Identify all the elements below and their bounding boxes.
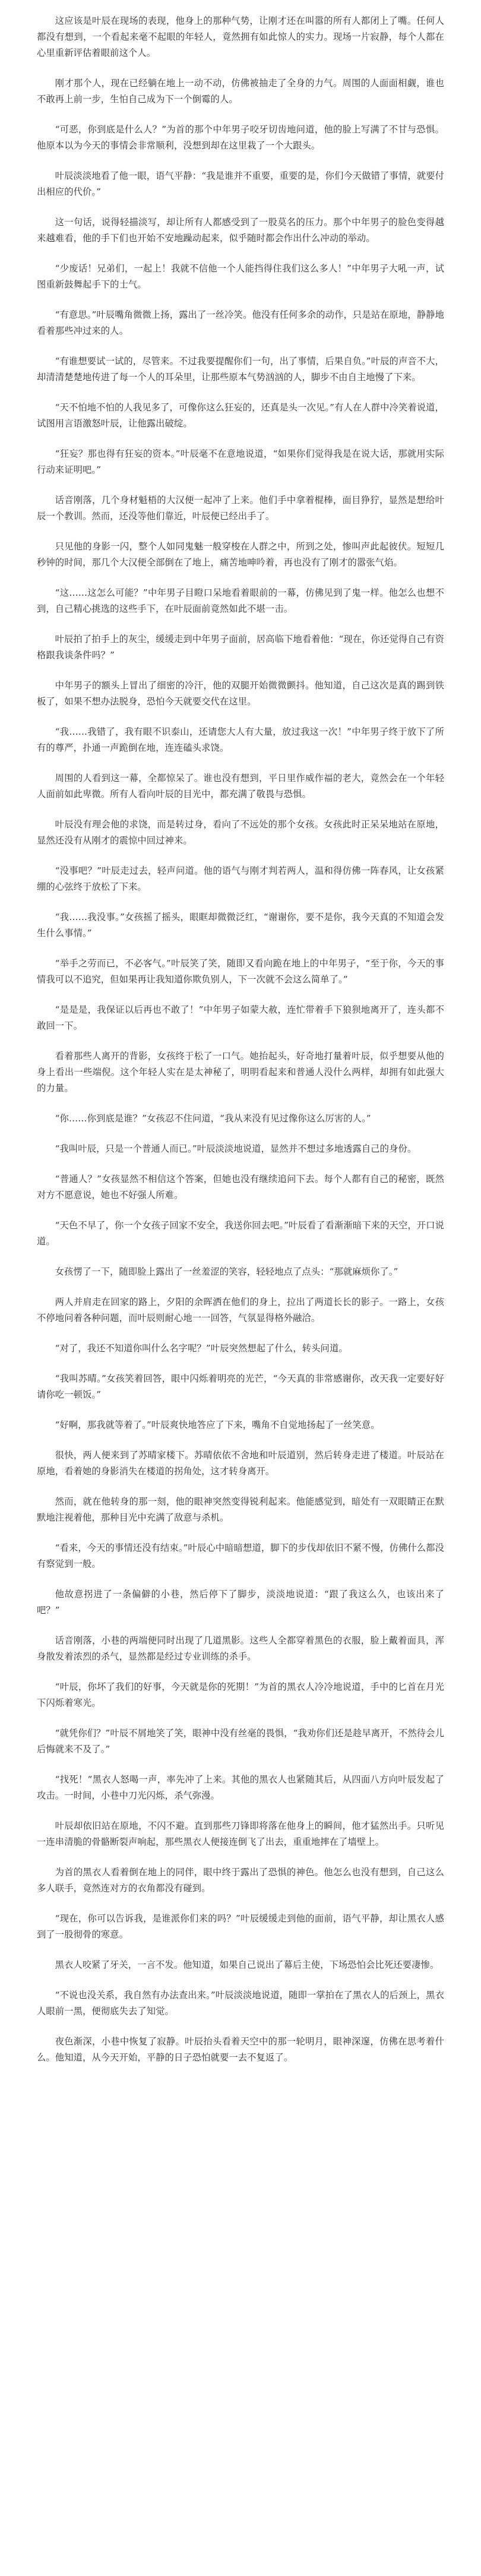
article-paragraph: 女孩愣了一下，随即脸上露出了一丝羞涩的笑容，轻轻地点了点头：“那就麻烦你了。” [55,1266,398,1277]
article-body [37,13,444,2066]
article-paragraph: 看着那些人离开的背影，女孩终于松了一口气。她抬起头，好奇地打量着叶辰，似乎想要从他的身上看出一些端倪。这个年轻人实在是太神秘了，明明看起来和普通人没什么两样，却拥有如此强大的力量。 [37,1051,444,1093]
article-paragraph: 周围的人看到这一幕，全都惊呆了。谁也没有想到，平日里作威作福的老大，竟然会在一个年轻人面前如此卑微。所有人看向叶辰的目光中，都充满了敬畏与恐惧。 [37,773,444,799]
article-paragraph: “我叫叶辰，只是一个普通人而已。”叶辰淡淡地说道，显然并不想过多地透露自己的身份。 [55,1143,417,1154]
article-paragraph: “狂妄？那也得有狂妄的资本。”叶辰毫不在意地说道，“如果你们觉得我是在说大话，那就用实际行动来证明吧。” [37,448,444,475]
article-paragraph: “普通人？”女孩显然不相信这个答案，但她也没有继续追问下去。每个人都有自己的秘密，既然对方不愿意说，她也不好强人所难。 [37,1174,444,1200]
article-paragraph: 叶辰却依旧站在原地，不闪不避。直到那些刀锋即将落在他身上的瞬间，他才猛然出手。只听见一连串清脆的骨骼断裂声响起，那些黑衣人便接连倒飞了出去，重重地摔在了墙壁上。 [37,1820,444,1847]
article-paragraph: “这……这怎么可能？”中年男子目瞪口呆地看着眼前的一幕，仿佛见到了鬼一样。他怎么也想不到，自己精心挑选的这些手下，在叶辰面前竟然如此不堪一击。 [37,587,444,614]
article-paragraph: 刚才那个人，现在已经躺在地上一动不动，仿佛被抽走了全身的力气。周围的人面面相觑，谁也不敢再上前一步，生怕自己成为下一个倒霉的人。 [37,78,444,105]
article-paragraph: “对了，我还不知道你叫什么名字呢？”叶辰突然想起了什么，转头问道。 [55,1343,348,1354]
article-paragraph: 黑衣人咬紧了牙关，一言不发。他知道，如果自己说出了幕后主使，下场恐怕会比死还要凄惨。 [55,1959,439,1970]
article-paragraph: “天不怕地不怕的人我见多了，可像你这么狂妄的，还真是头一次见。”有人在人群中冷笑着说道，试图用言语激怒叶辰，让他露出破绽。 [37,402,444,429]
article-paragraph: 叶辰拍了拍手上的灰尘，缓缓走到中年男子面前，居高临下地看着他：“现在，你还觉得自己有资格跟我谈条件吗？” [37,634,444,660]
article-paragraph: “看来，今天的事情还没有结束。”叶辰心中暗暗想道，脚下的步伐却依旧不紧不慢，仿佛什么都没有察觉到一般。 [37,1543,444,1569]
article-paragraph: “叶辰，你坏了我们的好事，今天就是你的死期！”为首的黑衣人冷冷地说道，手中的匕首在月光下闪烁着寒光。 [37,1681,444,1708]
article-paragraph: “好啊，那我就等着了。”叶辰爽快地答应了下来，嘴角不自觉地扬起了一丝笑意。 [55,1420,380,1430]
article-paragraph: 两人并肩走在回家的路上，夕阳的余晖洒在他们的身上，拉出了两道长长的影子。一路上，女孩不停地问着各种问题，而叶辰则耐心地一一回答，气氛显得格外融洽。 [37,1297,444,1323]
article-paragraph: 这应该是叶辰在现场的表现，他身上的那种气势，让刚才还在叫嚣的所有人都闭上了嘴。任何人都没有想到，一个看起来毫不起眼的年轻人，竟然拥有如此惊人的实力。现场一片寂静，每个人都在心里重新评估着眼前这个人。 [37,15,444,58]
article-paragraph: 他故意拐进了一条偏僻的小巷，然后停下了脚步，淡淡地说道：“跟了我这么久，也该出来了吧？” [37,1589,444,1616]
article-paragraph: “找死！”黑衣人怒喝一声，率先冲了上来。其他的黑衣人也紧随其后，从四面八方向叶辰发起了攻击。一时间，小巷中刀光闪烁，杀气弥漫。 [37,1774,444,1801]
article-paragraph: “天色不早了，你一个女孩子回家不安全，我送你回去吧。”叶辰看了看渐渐暗下来的天空，开口说道。 [37,1220,444,1247]
article-paragraph: “举手之劳而已，不必客气。”叶辰笑了笑，随即又看向跪在地上的中年男子，“至于你，今天的事情我可以不追究，但如果再让我知道你欺负别人，下一次就不会这么简单了。” [37,958,444,985]
article-paragraph: “现在，你可以告诉我，是谁派你们来的吗？”叶辰缓缓走到他的面前，语气平静，却让黑衣人感到了一股彻骨的寒意。 [37,1913,444,1940]
article-paragraph: “我……我没事。”女孩摇了摇头，眼眶却微微泛红，“谢谢你，要不是你，我今天真的不知道会发生什么事情。” [37,912,444,938]
article-paragraph: “我……我错了，我有眼不识泰山，还请您大人有大量，放过我这一次！”中年男子终于放下了所有的尊严，扑通一声跪倒在地，连连磕头求饶。 [37,726,444,753]
article-paragraph: “就凭你们？”叶辰不屑地笑了笑，眼神中没有丝毫的畏惧，“我劝你们还是趁早离开，不然待会儿后悔就来不及了。” [37,1728,444,1755]
article-paragraph: “有意思。”叶辰嘴角微微上扬，露出了一丝冷笑。他没有任何多余的动作，只是站在原地，静静地看着那些冲过来的人。 [37,309,444,336]
article-paragraph: 话音刚落，小巷的两端便同时出现了几道黑影。这些人全都穿着黑色的衣服，脸上戴着面具，浑身散发着浓烈的杀气，显然都是经过专业训练的杀手。 [37,1635,444,1662]
article-paragraph: 话音刚落，几个身材魁梧的大汉便一起冲了上来。他们手中拿着棍棒，面目狰狞，显然是想给叶辰一个教训。然而，还没等他们靠近，叶辰便已经出手了。 [37,495,444,521]
article-paragraph: “不说也没关系，我自然有办法查出来。”叶辰淡淡地说道，随即一掌拍在了黑衣人的后颈上，黑衣人眼前一黑，便彻底失去了知觉。 [37,1990,444,2016]
article-paragraph: 这一句话，说得轻描淡写，却让所有人都感受到了一股莫名的压力。那个中年男子的脸色变得越来越难看，他的手下们也开始不安地躁动起来，似乎随时都会作出什么冲动的举动。 [37,217,444,244]
article-paragraph: “有谁想要试一试的，尽管来。不过我要提醒你们一句，出了事情，后果自负。”叶辰的声音不大，却清清楚楚地传进了每一个人的耳朵里，让那些原本气势汹汹的人，脚步不由自主地慢了下来。 [37,356,444,383]
article-paragraph: “可恶，你到底是什么人？”为首的那个中年男子咬牙切齿地问道，他的脸上写满了不甘与恐惧。他原本以为今天的事情会非常顺利，没想到却在这里栽了一个大跟头。 [37,124,444,151]
article-paragraph: 很快，两人便来到了苏晴家楼下。苏晴依依不舍地和叶辰道别，然后转身走进了楼道。叶辰站在原地，看着她的身影消失在楼道的拐角处，这才转身离开。 [37,1450,444,1477]
article-paragraph: 中年男子的额头上冒出了细密的冷汗，他的双腿开始微微颤抖。他知道，自己这次是真的踢到铁板了，如果不想办法脱身，恐怕今天就要交代在这里。 [37,680,444,707]
article-paragraph: “你……你到底是谁？”女孩忍不住问道，“我从来没有见过像你这么厉害的人。” [55,1113,371,1124]
article-paragraph: 为首的黑衣人看着倒在地上的同伴，眼中终于露出了恐惧的神色。他怎么也没有想到，自己这么多人联手，竟然连对方的衣角都没有碰到。 [37,1867,444,1894]
article-paragraph: 叶辰没有理会他的求饶，而是转过身，看向了不远处的那个女孩。女孩此时正呆呆地站在原地，显然还没有从刚才的震惊中回过神来。 [37,819,444,846]
article-paragraph: 只见他的身影一闪，整个人如同鬼魅一般穿梭在人群之中，所到之处，惨叫声此起彼伏。短短几秒钟的时间，那几个大汉便全部倒在了地上，痛苦地呻吟着，再也没有了刚才的嚣张气焰。 [37,541,444,568]
article-paragraph: “是是是，我保证以后再也不敢了！”中年男子如蒙大赦，连忙带着手下狼狈地离开了，连头都不敢回一下。 [37,1004,444,1031]
article-paragraph: “少废话！兄弟们，一起上！我就不信他一个人能挡得住我们这么多人！”中年男子大吼一声，试图重新鼓舞起手下的士气。 [37,263,444,290]
article-paragraph: 夜色渐深，小巷中恢复了寂静。叶辰抬头看着天空中的那一轮明月，眼神深邃，仿佛在思考着什么。他知道，从今天开始，平静的日子恐怕就要一去不复返了。 [37,2036,444,2063]
article-paragraph: “我叫苏晴。”女孩笑着回答，眼中闪烁着明亮的光芒，“今天真的非常感谢你，改天我一定要好好请你吃一顿饭。” [37,1373,444,1400]
article-paragraph: 然而，就在他转身的那一刻，他的眼神突然变得锐利起来。他能感觉到，暗处有一双眼睛正在默默地注视着他，那种目光中充满了敌意与杀机。 [37,1496,444,1523]
article-paragraph: “没事吧？”叶辰走过去，轻声问道。他的语气与刚才判若两人，温和得仿佛一阵春风，让女孩紧绷的心弦终于放松了下来。 [37,865,444,892]
article-paragraph: 叶辰淡淡地看了他一眼，语气平静：“我是谁并不重要，重要的是，你们今天做错了事情，就要付出相应的代价。” [37,170,444,197]
